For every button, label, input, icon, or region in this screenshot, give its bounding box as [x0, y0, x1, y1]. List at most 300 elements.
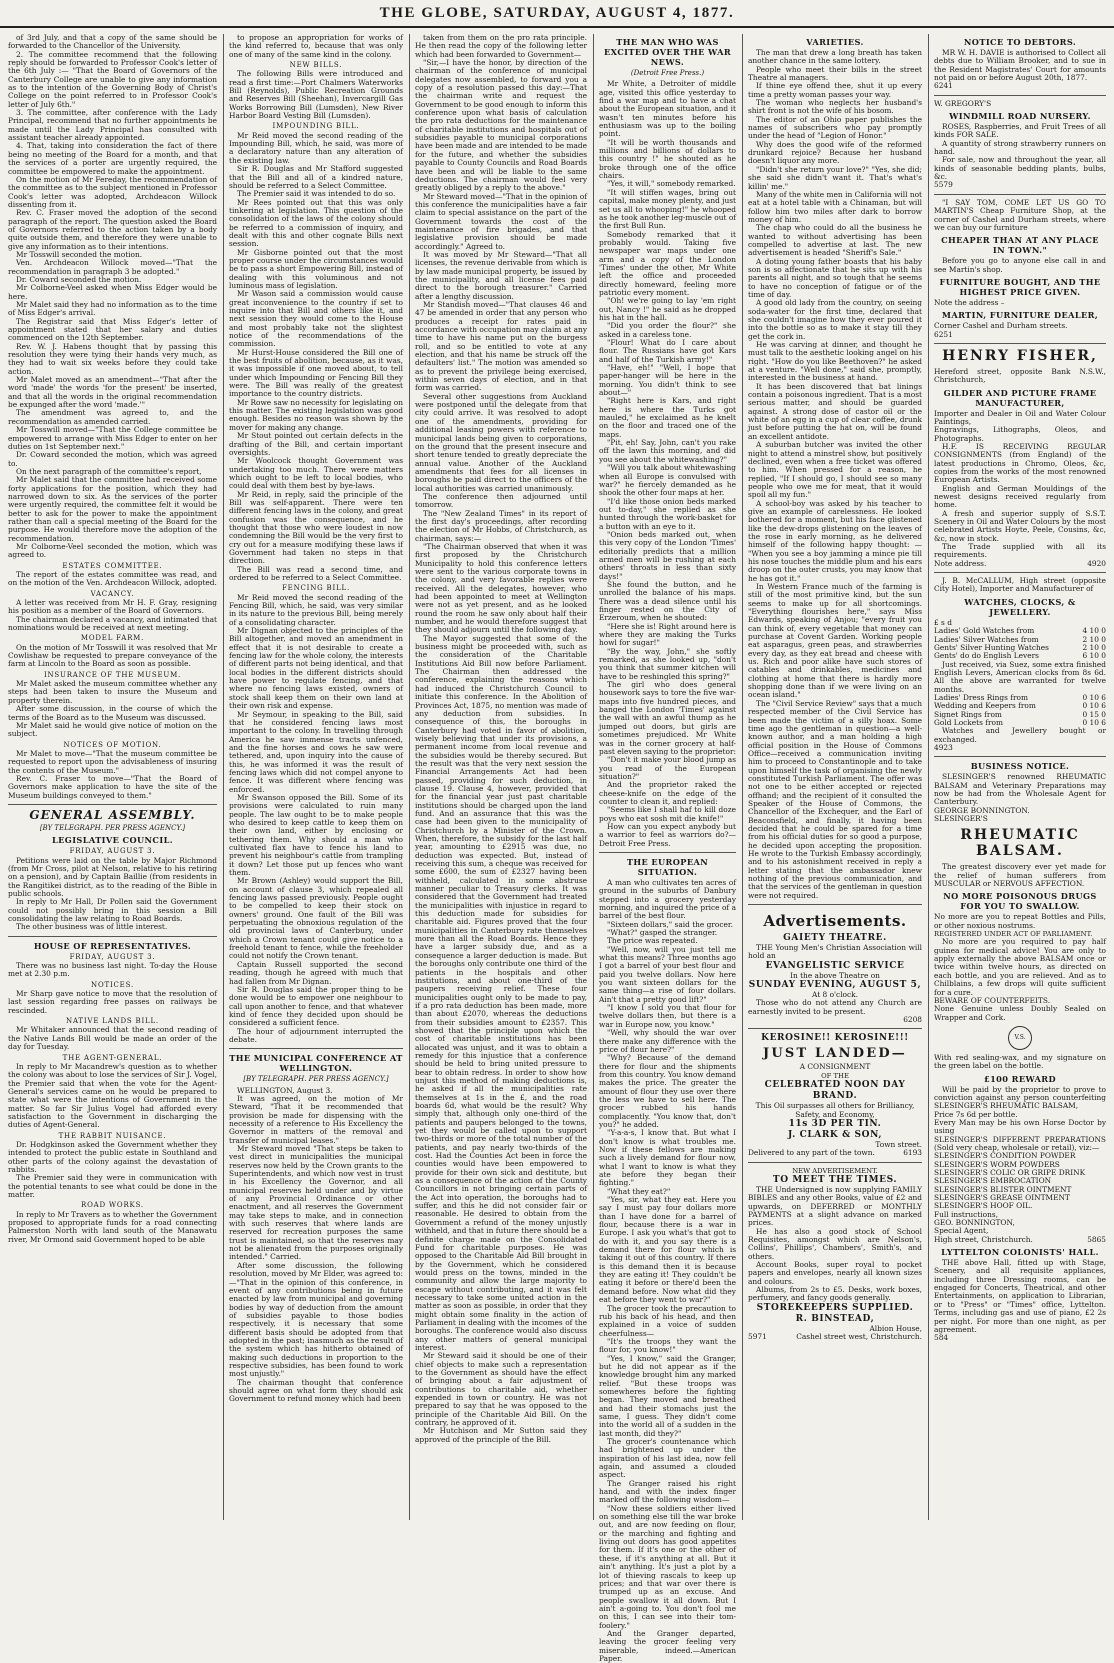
price-item: Signet Rings from	[934, 709, 1002, 719]
fencing-text	[229, 594, 403, 1045]
paragraph: People who meet their bills in the street Theatre al managers.	[748, 64, 922, 83]
storekeepers-line: STOREKEEPERS SUPPLIED.	[756, 1302, 914, 1313]
watches-heading: WATCHES, CLOCKS, & JEWELLERY.	[964, 596, 1076, 617]
paragraph: "Flour! What do I care about flour. The Russians have got Kars and half of the Turkish army!"	[599, 338, 736, 364]
gaiety-ad	[748, 933, 922, 1024]
legislative-council-heading: LEGISLATIVE COUNCIL.	[52, 835, 173, 846]
fisher-address: Hereford street, opposite Bank N.S.W., Christchurch,	[934, 366, 1106, 385]
meet-text: Account Books, super royal to pocket papers and envelopes, nearly all known sizes and colours.	[748, 1259, 922, 1286]
house-text: In reply to Mr Travers as to whether the Government proposed to appropriate funds for a road connecting Palmerston North with land south of the Manawatu river, Mr Ormond said Government hoped to be able	[8, 1209, 217, 1244]
delivery-line: Delivered to any part of the town.	[748, 1148, 875, 1158]
lyttelton-text: THE above Hall, fitted up with Stage, Scenery, and all requisite appliances, including three Dressing rooms, can be engaged for Concerts, Theatrical, and other Entertainments, on application to Librarian, or to "Press" or "Times" office, Lyttelton. Terms, including gas and use of piano, £2 2s per night. For more than one night, as per agreement.	[934, 1258, 1106, 1334]
gilder-line: GILDER AND PICTURE FRAME MANUFACTURER,	[943, 387, 1097, 408]
paragraph: The grocer's countenance which had brightened up under the inspiration of his last idea, now fell again, and assumed a clouded aspect.	[599, 1437, 736, 1480]
heading-model-farm: MODEL FARM.	[80, 634, 145, 643]
paragraph: And the Granger departed, leaving the grocer feeling very miserable, indeed.—American Paper.	[599, 1628, 736, 1663]
column-3	[415, 34, 587, 1520]
address-line: High street, Christchurch.	[934, 1234, 1033, 1244]
municipal-continued-text	[415, 34, 587, 1444]
paragraph: Mr Standish moved—"That clauses 46 and 47 be amended in order that any person who produces a receipt for rates paid in accordance with occupation may claim at any time to have his name put on the burgess roll, and so be entitled to vote at any election, and that his name be struck off the defaulters' list." The motion was amended so as to prevent the privilege being exercised, within seven days of election, and in that form was carried.	[415, 300, 587, 393]
house-text: Dr. Hodgkinson asked the Government whether they intended to protect the public estate in Southland and other parts of the colony against the devastation of rabbits.	[8, 1139, 217, 1174]
paragraph: taken from them on the pro rata principle. He then read the copy of the following letter which had been forwarded to Government—	[415, 33, 587, 59]
paragraph: "Did you order the flour?" she asked in a careless tone.	[599, 321, 736, 339]
paragraph: "It's the troops they want the flour for, you know!"	[599, 1336, 736, 1355]
house-text: Mr Sharp gave notice to move that the resolution of last session regarding free passes on railways be rescinded.	[8, 989, 217, 1015]
column-6	[934, 34, 1106, 1520]
price-item: Gold Lockets from	[934, 717, 1003, 727]
paragraph: On the motion of Mr Fereday, the recommendation of the committee as to the subject mentioned in Professor Cook's letter was adopted, Archdeacon Willock dissenting from it.	[8, 174, 217, 209]
mccallum-text: Watches and Jewellery bought or exchanged.	[934, 726, 1106, 744]
paragraph: SLESINGER'S HOOF OIL.	[934, 1201, 1033, 1211]
general-assembly-heading: GENERAL ASSEMBLY.	[8, 804, 217, 822]
european-situation-text	[599, 879, 736, 1663]
paragraph: "I know I sold you that flour for twelve dollars then, but there is a war in Europe now, you know."	[599, 1003, 736, 1029]
board-report-text	[8, 34, 217, 560]
furniture-line: FURNITURE BOUGHT, AND THE HIGHEST PRICE GIVEN.	[939, 276, 1101, 297]
paragraph: "It will stiffen wages, bring out capital, make money plenty, and just set us all to whooping!" he whooped as he took another leg-muscle out of the first Bull Run.	[599, 187, 736, 231]
column-1	[8, 34, 217, 1520]
divider	[934, 95, 1106, 96]
museum-text: Mr Malet asked the museum committee whether any steps had been taken to insure the Museum and property therein.	[8, 679, 217, 705]
paragraph: A man who cultivates ten acres of ground in the suburbs of Danbury stepped into a grocery yesterday morning, and inquired the price of a barrel of the best flour.	[599, 877, 736, 921]
telegraph-note: [BY TELEGRAPH. PER PRESS AGENCY.]	[243, 1075, 389, 1084]
paragraph: The "New Zealand Times" in its report of the first day's proceedings, after recording the election of Mr Hobbs, of Christchurch, as chairman, says:—	[415, 508, 587, 543]
of-the-line: OF THE	[821, 1071, 849, 1080]
house-text: In reply to Mr Macandrew's question as to whether the colony was about to lose the services of Sir J. Vogel, the Premier said that when the vote for the Agent-General's services came on he would be prepared to state what were the intentions of Government in the matter. So far Sir Julius Vogel had afforded every satisfaction to the Government in discharging the duties of Agent-General.	[8, 1061, 217, 1130]
heading-impounding: IMPOUNDING BILL.	[272, 122, 360, 131]
paragraph: Mr Colborne-Veel seconded the motion, which was agreed to.	[8, 541, 217, 560]
divider	[748, 1162, 922, 1163]
kerosine-title: KEROSINE!! KEROSINE!!!	[761, 1033, 909, 1044]
war-news-text	[599, 80, 736, 848]
horse-doctor-line: Every Man may be his own Horse Doctor by using	[934, 1117, 1106, 1136]
vacancy-text: The chairman declared a vacancy, and intimated that nominations would be received at next meeting.	[8, 614, 217, 633]
note-address: Note address.	[934, 558, 987, 568]
paragraph: "Didn't she return your love?" "Yes, she did; she said she didn't want it. That's what's killin' me."	[748, 164, 922, 191]
price-value: 6 10 0	[1082, 651, 1106, 661]
paragraph: It was moved by Mr Steward—"That all licenses, the revenue derivable from which is by law made municipal property, be issued by the municipality, and all license fees paid direct to the borough treasurer." Carried after a lengthy discussion.	[415, 249, 587, 301]
heading-museum: INSURANCE OF THE MUSEUM.	[43, 670, 182, 679]
ad-number: 5971	[748, 1332, 767, 1342]
ad-number: 584	[934, 1333, 949, 1343]
mccallum-text: Just received, via Suez, some extra finished English Levers, American clocks from 8s 6d. All the above are warranted for twelve months.	[934, 659, 1106, 694]
meet-text: THE Undersigned is now supplying FAMILY BIBLES and any other Books, value of £2 and upwards, on DEFERRED or MONTHLY PAYMENTS at a slight advance on marked prices.	[748, 1184, 922, 1228]
hf-text: A fresh and superior supply of S.S.T. Scenery in Oil and Water Colours by the most celebrated Artists Hoyte, Peele, Cousins, &c, &c, now in stock.	[934, 508, 1106, 543]
currency-header: £ s d	[934, 617, 952, 627]
seal-icon: V.S.	[1008, 1026, 1032, 1050]
paragraph: In Western France much of the farming is still of the most primitive kind, but the sun seems to make up for all shortcomings. "Everything flourishes here," says Miss Edwards, speaking of Anjou; "every fruit you can think of, every vegetable that money can purchase at Covent Garden. Working people eat asparagus, green peas, and strawberries every day, as they eat bread and cheese with us. Rich and poor alike have such stores of catables and drinkables, medicines and clothing at home that there is hardly more shopping done than if we were living on an ocean island."	[748, 582, 922, 700]
oil-text: This Oil surpasses all others for Brilliancy, Safety, and Economy,	[755, 1101, 915, 1119]
paragraph: "Will you talk about whitewashing when all Europe is convulsed with war?" he fiercely demanded as he shook the other four maps at her.	[599, 463, 736, 498]
paragraph: Many of the white men in California will not eat at a hotel table with a Chinaman, but will follow him two miles after dark to borrow money of him.	[748, 189, 922, 224]
paragraph: Mr Hutchison and Mr Sutton said they approved of the principle of the Bill.	[415, 1426, 587, 1444]
ad-number: 6193	[903, 1148, 922, 1158]
mccallum-text: J. B. McCALLUM, High street (opposite City Hotel), Importer and Manufacturer of	[934, 576, 1106, 594]
corner-line: Corner Cashel and Durham streets.	[934, 321, 1068, 331]
paragraph: SLESINGER'S CONDITION POWDER	[934, 1151, 1076, 1161]
martin-dealer: MARTIN, FURNITURE DEALER,	[941, 310, 1099, 321]
hf-text: The Trade supplied with all its requirements.	[934, 542, 1106, 560]
paragraph: "Y-a-a-s, I know that. But what I don't know is what troubles me. Now if these fellows are making such a lively demand for flour now, what I want to know is what they ate before they began their fighting."	[599, 1128, 736, 1188]
bonnington-line: GEORGE BONNINGTON.	[934, 805, 1030, 815]
paragraph: And the proprietor raked the cheese-knife on the edge of the counter to clean it, and replied:	[599, 780, 736, 806]
model-farm-text: On the motion of Mr Tosswill it was resolved that Mr Cowlishaw be requested to prepare conveyance of the farm at Lincoln to the Board as soon as possible.	[8, 642, 217, 669]
heading-notices: NOTICES.	[91, 980, 134, 989]
column-5	[748, 34, 922, 1520]
price-value: 2 10 0	[1082, 642, 1106, 652]
paragraph: Mr Steward said it should be one of their chief objects to make such a representation to the Government as should have the effect of bringing about a fair adjustment of contributions to charitable aid, whether expended in town or country. He was not prepared to say that he was opposed to the principle of the Charitable Aid Bill. On the contrary, he approved of it.	[415, 1351, 587, 1428]
geo-line: GEO. BONNINGTON,	[934, 1218, 1015, 1228]
paragraph: "Pit, eh! Say, John, can't you rake off the lawn this morning, and did you see about the whitewashing?"	[599, 438, 736, 464]
paragraph: The girl who does general housework says to tore the five war-maps into five hundred pieces, and banged the London 'Times' against the wall with an awful thump as he jumped out doors, but girls are sometimes prejudiced. Mr White was in the corner grocery at half-past eleven saying to the proprietor:	[599, 680, 736, 756]
sunday-line: SUNDAY EVENING, AUGUST 5,	[748, 980, 922, 991]
note-address: Note the address –	[934, 297, 1005, 307]
paragraph: Mr Malet said they had no information as to the time of Miss Edger's arrival.	[8, 300, 217, 318]
paragraph: "What they eat?"	[607, 1186, 671, 1196]
paragraph: Mr Seymour, in speaking to the Bill, said that he considered fencing laws most important to the colony. In travelling through America he saw immense tracts unfenced, and the fine horses and cows he saw were tethered, and, upon inquiry into the cause of this, he was informed it was the result of fencing laws which did not compel anyone to fence. It was different where fencing was enforced.	[229, 709, 403, 794]
heading-new-bills: NEW BILLS.	[289, 61, 343, 70]
hf-text: English and German Mouldings of the newest designs received regularly from home.	[934, 483, 1106, 510]
price-value: 0 10 6	[1082, 701, 1106, 711]
council-text: In reply to Mr Hall, Dr Pollen said the Government could not possibly bring in this session a Bill consolidating the law relating to Road Boards.	[8, 897, 217, 924]
museum-text: Mr Malet said he would give notice of motion on the subject.	[8, 720, 217, 739]
evangel-sub: In the above Theatre on	[790, 970, 880, 980]
engravings-line: Engravings, Lithographs, Oleos, and Photographs.	[934, 425, 1106, 443]
paragraph: Several other suggestions from Auckland were postponed until the delegate from that city could arrive. It was resolved to adopt one of the amendments, providing for additional leasing powers with reference to municipal lands being given to corporations, on the ground that the present insecure and short tenure tended to greatly depreciate the annual value. Another of the Auckland amendments that fees for all licenses in boroughs be paid direct to the officers of the local authorities was carried unanimously.	[415, 391, 587, 493]
paragraph: Mr Malet said that the committee had received some forty applications for the position, which they had narrowed down to six. As the services of the porter were urgently required, the committee felt it would be better to ask for the power to make the appointment rather than call a special meeting of the Board for the purpose. He would therefore move the adoption of the recommendation.	[8, 475, 217, 543]
beware-line: BEWARE OF COUNTERFEITS.	[934, 995, 1051, 1005]
price-value: 0 10 6	[1082, 717, 1106, 727]
paragraph: "Yes, sir, what they eat. Here you say I must pay four dollars more than I have done for a barrel of flour, because there is a war in Europe. I ask you what's that got to do with it, and you say there is a demand there for flour which is taking it out of this country. If there is this demand then it is because they are eating it! They couldn't be eating it before or there'd been the demand before. Now what did they eat before they went to war?"	[599, 1195, 736, 1305]
masthead	[0, 0, 1114, 28]
paragraph: The chap who could do all the business he wanted to without advertising has been compelled to advertise at last. The new advertisement is headed "Sheriff's Sale."	[748, 223, 922, 258]
heading-rabbit: THE RABBIT NUISANCE.	[58, 1131, 167, 1140]
paragraph: "Well, now, will you just tell me what this means? Three months ago I got a barrel of your best flour and paid you twelve dollars. Now here you want sixteen dollars for the same thing—a rise of four dollars. Ain't that a pretty good lift?"	[599, 944, 736, 1004]
binstead-line: R. BINSTEAD,	[795, 1313, 875, 1324]
price-item: Gents' do do English Levers	[934, 651, 1039, 661]
price-list	[934, 627, 1106, 660]
preparations-line: SLESINGER'S DIFFERENT PREPARATIONS (Sold very cheap, wholesale or retail), viz:—	[934, 1134, 1106, 1152]
war-news-heading: THE MAN WHO WAS EXCITED OVER THE WAR NEWS.	[603, 37, 732, 67]
no-more-line: NO MORE POISONOUS DRUGS FOR YOU TO SWALLOW.	[943, 891, 1097, 912]
lyttelton-heading: LYTTELTON COLONISTS' HALL.	[941, 1247, 1099, 1258]
paragraph: "It will be worth thousands and millions and billions of dollars to this country !" he shouted as he broke through one of the office chairs.	[599, 137, 736, 181]
rheum-text: The greatest discovery ever yet made for the relief of human sufferers from MUSCULAR or NERVOUS AFFECTION.	[934, 862, 1106, 889]
paragraph: "Don't it make your blood jump as you read of the European situation?"	[599, 755, 736, 781]
no-more-text: No more are you to repeat Bottles and Pills, or other noxious nostrums.	[934, 912, 1106, 930]
paragraph: Mr Steward moved—"That in the opinion of this conference the municipalities have a fair claim to special assistance on the part of the Government towards the cost of the maintenance of fire brigades, and that legislative provision should be made accordingly." Agreed to.	[415, 191, 587, 251]
divider	[934, 194, 1106, 195]
paragraph: Somebody remarked that it probably would. Taking five newspaper war maps under one arm and a copy of the London 'Times' under the other, Mr White left the office and proceeded directly homeward, feeling more patriotic every moment.	[599, 229, 736, 297]
nursery-text: A quantity of strong strawberry runners on hand.	[934, 138, 1106, 157]
paragraph: Why does the good wife of the reformed drunkard rejoice? Because her husband doesn't liquor any more.	[748, 139, 922, 166]
varieties-text	[748, 49, 922, 900]
albion-line: Albion House,	[869, 1323, 922, 1333]
price-value: 2 10 0	[1082, 634, 1106, 644]
paragraph: Captain Russell supported the second reading, though he agreed with much that had fallen from Mr Dignan.	[229, 959, 403, 986]
paragraph: WELLINGTON, August 3.	[237, 1085, 333, 1095]
house-text: Mr Whitaker announced that the second reading of the Native Lands Bill would be made an order of the day for Tuesday.	[8, 1025, 217, 1052]
paragraph: "Have, eh!" "Well, I hope that paper-hanger will be here in the morning. You didn't think to see about—"	[599, 363, 736, 398]
registered-text: No more are you required to pay half guinea for medical advice! You are only to apply externally the above BALSAM once or twice within twelve hours, as directed on each bottle, and you are relieved. And as to Chilblains, a few drops will quite sufficient for a cure.	[934, 937, 1106, 997]
price-item: Wedding and Keepers from	[934, 701, 1036, 711]
paragraph: SLESINGER'S WORM POWDERS	[934, 1159, 1060, 1169]
column-2	[229, 34, 403, 1520]
paragraph: A doting young father boasts that his baby son is so affectionate that he sits up with his parents all night, and so tough that he seems to have no conception of fatigue or of the time of day.	[748, 256, 922, 299]
divider	[8, 936, 217, 937]
paragraph: Mr Tosswill moved—"That the College committee be empowered to arrange with Miss Edger to enter on her duties on 1st September next."	[8, 425, 217, 451]
divider	[934, 343, 1106, 344]
paragraph: The editor of an Ohio paper publishes the names of subscribers who pay promptly under the head of "Legion of Honor."	[748, 114, 922, 141]
paragraph: SLESINGER'S COLIC OR GRIPE DRINK	[934, 1168, 1086, 1177]
new-ad-line: NEW ADVERTISEMENT.	[792, 1166, 878, 1175]
ad-number: 6251	[934, 329, 953, 339]
paragraph: The hour of adjournment interrupted the debate.	[229, 1026, 403, 1044]
column-rule	[928, 34, 929, 1520]
gregory-line: W. GREGORY'S	[934, 98, 992, 108]
paragraph: Mr White, a Detroiter of middle age, visited this office yesterday to find a war map and to have a chat about the European situation, and it wasn't ten minutes before his enthusiasm was up to the boiling point.	[599, 79, 736, 139]
divider	[748, 904, 922, 905]
varieties-heading: VARIETIES.	[806, 37, 864, 47]
ad-number: 5579	[934, 180, 953, 190]
paragraph: The price was repeated.	[607, 936, 698, 946]
paragraph: "What?" gasped the stranger.	[607, 928, 718, 938]
house-text: The Premier said they were in communication with the potential tenants to see what could be done in the matter.	[8, 1173, 217, 1199]
meet-text: He has also a good stock of School Requisites, amongst which are Nelson's, Collins', Phillips', Chambers', Smith's, and others.	[748, 1226, 922, 1261]
paragraph: How can you expect anybody but a warrior to feel as warriors do?—Detroit Free Press.	[599, 821, 736, 848]
column-rule	[223, 34, 224, 1520]
cheaper-line: CHEAPER THAN AT ANY PLACE IN TOWN."	[941, 235, 1099, 256]
paragraph: 4. That, taking into consideration the fact of there being no meeting of the Board for a month, and that the services of a porter are urgently required, the committee be empowered to make the appointment.	[8, 141, 217, 176]
martin-text: Before you go to anyone else call in and see Martin's shop.	[934, 256, 1106, 274]
evangel-title: EVANGELISTIC SERVICE	[765, 960, 905, 971]
divider	[934, 756, 1106, 757]
paragraph: Mr Woolcock thought Government was undertaking too much. There were matters which ought to be left to local bodies, who could deal with them best by bye-laws.	[229, 456, 403, 491]
paragraph: SLESINGER'S GREASE OINTMENT	[934, 1193, 1070, 1203]
importer-line: Importer and Dealer in Oil and Water Colour Paintings,	[934, 408, 1106, 426]
heading-estates: ESTATES COMMITTEE.	[62, 561, 163, 570]
price-line: Price 7s 6d per bottle.	[934, 1109, 1018, 1119]
date-line: FRIDAY, AUGUST 3.	[69, 952, 156, 961]
paragraph: SLESINGER'S EMBROCATION	[934, 1176, 1052, 1186]
price-value: 4 10 0	[1082, 626, 1106, 636]
date-line: FRIDAY, AUGUST 3.	[69, 847, 156, 856]
ad-number: 4923	[934, 742, 953, 752]
column-rule	[742, 34, 743, 1520]
paragraph: Mr Colborne-Veel asked when Miss Edger would be here.	[8, 283, 217, 301]
divider	[748, 1028, 922, 1029]
paragraph: Ven. Archdeacon Willock moved—"That the recommendation in paragraph 3 be adopted."	[8, 258, 217, 276]
paragraph: If thine eye offend thee, shut it up every time a pretty woman passes your way.	[748, 81, 922, 99]
paragraph: Mr Swanson opposed the Bill. Some of its provisions were calculated to ruin many people. The law ought to be to make people who desired to keep cattle to keep them on their own land, either by enclosing or tethering them. Why should a man who cultivated flax have to fence his land to prevent his neighbour's cattle from trampling it down? Let those put up fences who want them.	[229, 792, 403, 878]
special-agent: Special Agent,	[934, 1226, 989, 1236]
rheumatic-title: RHEUMATIC BALSAM.	[960, 827, 1080, 860]
ad-number: 6208	[903, 1015, 922, 1025]
paragraph: 2. The committee recommend that the following reply should be forwarded to Professor Cook's letter of the 6th July :— "That the Board of Governors of the Canterbury College are unable to give any information as to the intention of the Governing Body of Christ's College on the point referred to in Professor Cook's letter of July 6th."	[8, 49, 217, 109]
paragraph: SLESINGER'S BLISTER OINTMENT	[934, 1184, 1072, 1194]
heading-fencing: FENCING BILL.	[282, 584, 350, 593]
paragraph: "I'd like those onion beds marked out to-day," she replied as she hunted through the work-basket for a button with an eye to it.	[599, 496, 736, 531]
heading-agent-general: THE AGENT-GENERAL.	[62, 1053, 163, 1062]
nursery-heading: WINDMILL ROAD NURSERY.	[949, 111, 1091, 122]
hf-text: H.F. IS RECEIVING REGULAR CONSIGNMENTS (from England) of the latest productions in Chromo, Oleos, &c, copies from the works of the most renowned European Artists.	[934, 441, 1106, 485]
paragraph: On the next paragraph of the committee's report,	[16, 466, 202, 476]
price-value: 0 10 6	[1082, 692, 1106, 702]
red-wax-line: With red sealing-wax, and my signature on the green label on the bottle.	[934, 1052, 1106, 1071]
advertisements-heading: Advertisements.	[763, 912, 907, 931]
town-line: Town street.	[875, 1139, 922, 1149]
paragraph: A suburban butcher was invited the other night to attend a minstrel show, but positively declined, even when a free ticket was offered to him. When pressed for a reason, he replied, "If I should go, I should see so many people who owe me for meat, that it would spoil all my fun."	[748, 440, 922, 500]
brand-line: CELEBRATED NOON DAY BRAND.	[764, 1080, 906, 1102]
house-text: to propose an appropriation for works of the kind referred to, because that was only one of many of the same kind in the colony.	[229, 33, 403, 59]
heading-notices: NOTICES OF MOTION.	[63, 740, 162, 749]
municipal-conference-heading: THE MUNICIPAL CONFERENCE AT WELLINGTON.	[229, 1053, 403, 1074]
heading-road-works: ROAD WORKS.	[81, 1201, 144, 1210]
paragraph: Mr Reid, in reply, said the principle of the Bill was self-apparent. There were ten different fencing laws in the colony, and great confusion was the consequence, and he thought that those who were loudest in now condemning the Bill would be the very first to cry out for a measure modifying these laws if Government had taken no steps in that direction.	[229, 489, 403, 566]
estates-text: The report of the estates committee was read, and on the motion of the Ven. Archdeacon Willock, adopted.	[8, 570, 217, 588]
divider	[934, 572, 1106, 573]
paragraph: Mr Tosswill seconded the motion.	[16, 249, 143, 259]
price-line: 11s 3D PER TIN.	[788, 1118, 882, 1129]
paragraph: "Seems like I shall haf to kill doze poys who eat sosh mit die knife!"	[599, 805, 736, 823]
clark-line: J. CLARK & SON,	[787, 1129, 883, 1140]
paragraph: A good old lady from the country, on seeing soda-water for the first time, declared that she couldn't imagine how they ever poured it into the bottle so as to make it stay till they get the cork in.	[748, 298, 922, 341]
paragraph: The woman who neglects her husband's shirt front is not the wife of his bosom.	[748, 98, 922, 116]
notice-text: Rev. C. Fraser to move—"That the Board of Governors make application to have the site of the Museum buildings conveyed to them."	[8, 773, 217, 800]
paragraph: "Onion beds marked out, when this very copy of the London 'Times' editorially predicts that a million armed men will be rushing at each others' throats in less than sixty days!"	[599, 529, 736, 581]
paragraph: The grocer took the precaution to rub his back of his head, and then explained in a voice of sudden cheerfulness—	[599, 1303, 736, 1338]
kerosine-ad	[748, 1033, 922, 1157]
meet-title: TO MEET THE TIMES.	[772, 1174, 898, 1185]
impounding-text	[229, 132, 403, 583]
paragraph: The Granger raised his right hand, and with the index finger marked off the following wisdom—	[599, 1478, 736, 1505]
council-text: Petitions were laid on the table by Major Richmond (from Mr Cross, pilot at Nelson, relative to his retiring on a pension), and by Captain Baillie (from residents in the Rangitikei district, as to the reading of the Bible in public schools.	[8, 855, 217, 898]
registered-line: REGISTERED UNDER ACT OF PARLIAMENT.	[934, 930, 1093, 939]
paragraph: A school-boy was asked by his teacher to give an example of carelessness. He looked bothered for a moment, but his face glistened like the dew-drops glistening on the leaves of the rose in early morning, as he delivered himself of the following happy thought: — "When you see a boy jamming a mince pie till his nose touches the middle plum and his ears droop on the outer crusts, you may know that he has got it."	[748, 498, 922, 583]
paragraph: "Yes, I know," said the Granger, but he did not appear as if the knowledge brought him any marked relief. "But these troops was somewheres before the fighting began. They moved and breathed and had their stomachs just the same, I guess. They didn't come into the world all of a sudden in the last month, did they?"	[599, 1353, 736, 1438]
paragraph: Mr Gisborne pointed out that the most proper course under the circumstances would be to pass a short Empowering Bill, instead of dealing with this voluminous and not luminous mass of legislation.	[229, 247, 403, 290]
paragraph: Sir R. Douglas and Mr Stafford suggested that the Bill and all of a kindred nature, should be referred to a Select Committee.	[229, 164, 403, 190]
paragraph: Dr. Coward seconded the motion, which was agreed to.	[8, 450, 217, 468]
time-line: At 8 o'clock.	[812, 990, 858, 1000]
source-line: (Detroit Free Press.)	[630, 69, 705, 77]
price-list	[934, 694, 1106, 727]
paragraph: of 3rd July, and that a copy of the same should be forwarded to the Chancellor of the University.	[8, 33, 217, 51]
gaiety-text: THE Young Men's Christian Association will hold an	[748, 943, 922, 961]
paragraph: Mr Rees pointed out that this was only tinkering at legislation. This question of the consolidation of the laws of the colony should be referred to a commission of inquiry, and dealt with this and other cognate Bills next session.	[229, 197, 403, 249]
paragraph: "Sir,—I have the honor, by direction of the chairman of the conference of municipal delegates now assembled, to forward you a copy of a resolution passed this day:—That the chairman write and request the Government to be good enough to inform this conference upon what basis of calculation the pro rata deductions for the maintenance of charitable institutions and hospitals out of subsidies payable to municipal corporations have been made and are intended to be made for the future, and whether the subsidies payable to County Councils and Road Boards have been and will be liable to the same deductions. The chairman would feel very greatly obliged by a reply to the above."	[415, 58, 587, 193]
paragraph: The Premier said it was intended to do so.	[237, 189, 396, 199]
debtors-text: MR W. H. DAVIE is authorised to Collect all debts due to William Brooker, and to sue in the Resident Magistrates' Court for amounts not paid on or before August 20th, 1877.	[934, 48, 1106, 83]
divider	[229, 1048, 403, 1049]
slesinger-text: SLESINGER'S renowned RHEUMATIC BALSAM and Veterinary Preparations may now be had from the Wholesale Agent for Canterbury.	[934, 772, 1106, 807]
reward-text: Will be paid by the proprietor to prove to conviction against any person counterfeiting SLESINGER'S RHEUMATIC BALSAM,	[934, 1084, 1106, 1111]
column-4	[599, 34, 736, 1663]
slesinger-line: SLESINGER'S	[934, 814, 988, 824]
price-item: Ladies' Silver Watches from	[934, 634, 1039, 644]
telegraph-note: [BY TELEGRAPH. PER PRESS AGENCY.]	[39, 823, 186, 832]
column-rule	[409, 34, 410, 1520]
masthead-title: THE GLOBE, SATURDAY, AUGUST 4, 1877.	[379, 5, 735, 21]
council-text: The other business was of little interest.	[16, 922, 168, 932]
paragraph: "By the way, John," she softly remarked, as she looked up, "don't you think that summer kitchen will have to be reshingled this spring?"	[599, 646, 736, 681]
paragraph: Sir R. Douglas said the proper thing to be done would be to empower one neighbour to call upon another to fence, and that whatever kind of fence they decided upon should be considered a sufficient fence.	[229, 984, 403, 1028]
paragraph: "Now these soldiers either lived on something else till the war broke out, and are now feeding on flour, or the marching and fighting and living out doors has good appetites for them. If it's one or the other of these, if it's anything at all. But it ain't anything. It's just a plot by a lot of thieving rascals to keep up prices; and that war over there is trumped up as an excuse. And people swallow it all down. But I ain't a-going to. You don't fool me on this, I can see into their tom-foolery."	[599, 1503, 736, 1630]
meet-the-times-ad	[748, 1167, 922, 1342]
consignment-line: A CONSIGNMENT	[799, 1062, 871, 1072]
museum-text: After some discussion, in the course of which the terms of the Board as to the Museum was discussed.	[8, 704, 217, 722]
reward-line: £100 REWARD	[983, 1073, 1056, 1084]
martin-text: "I SAY TOM, COME LET US GO TO MARTIN'S Cheap Furniture Shop, at the corner of Cashel and Durham streets, where we can buy our furniture	[934, 197, 1106, 232]
paragraph: The amendment was agreed to, and the recommendation as amended carried.	[8, 408, 217, 426]
column-rule	[593, 34, 594, 1520]
nursery-text: ROSES, Raspberries, and Fruit Trees of all kinds FOR SALE.	[934, 122, 1106, 140]
paragraph: Rev. W. J. Habens thought that by passing this resolution they were tying their hands very much, as they had to wait six weeks before they could take action.	[8, 341, 217, 376]
paragraph: Mr Reid moved the second reading of the Impounding Bill, which, he said, was more of a declaratory nature than any alteration of the existing law.	[229, 130, 403, 165]
paragraph: The "Civil Service Review" says that a much respected member of the Civil Service has been made the victim of a silly hoax. Some time ago the gentleman in question—a well-known author, and a man holding a high official position in the House of Commons Office—received a communication inviting him to proceed to Constantinople and to take upon himself the task of organising the newly constituted Turkish Parliament. The offer was not one to be either accepted or rejected offhand; and the recipient of it consulted the Speaker of the House of Commons, the Chancellor of the Exchequer, and the Earl of Beaconsfield, and finally, it having been decided that he could be spared for a time from his official duties for so good a purpose, he decided upon accepting the proposition. He wrote to the Turkish Embassy accordingly, and to his astonishment received in reply a letter stating that the ambassador knew nothing of the previous communication, and that the services of the gentleman in question were not required.	[748, 698, 922, 900]
ad-number: 5865	[1087, 1234, 1106, 1244]
house-text: There was no business last night. To-day the House met at 2.30 p.m.	[8, 961, 217, 979]
paragraph: "Yes, it will," somebody remarked.	[607, 179, 736, 189]
instructions-line: Full instructions,	[934, 1209, 998, 1219]
ad-number: 4920	[1087, 558, 1106, 568]
paragraph: "Here she is! Right around here is where they are making the Turks howl for sugar!"	[599, 621, 736, 648]
just-landed: JUST LANDED—	[762, 1046, 908, 1062]
paragraph: "The Chairman observed that when it was first proposed by the Christchurch Municipality to hold this conference letters were sent to the various corporate towns in the colony, and very favorable replies were received. All the delegates, however, who had been appointed to meet at Wellington were not as yet present, and as he looked round the room he saw only about half their number, and he would therefore suggest that they should adjourn until the following day.	[415, 541, 587, 635]
paragraph: "Why? Because of the demand there for flour and the shipments from this country. You know demand makes the price. The greater the amount of flour they use over there the less we have to sell here. The grocer rubbed his hands complacently. "You know that, don't you?" he added.	[599, 1053, 736, 1129]
business-heading: BUSINESS NOTICE.	[970, 761, 1070, 772]
paragraph: After some discussion, the following resolution, moved by Mr Elder, was agreed to:—"That in the opinion of this conference, in event of any contributions being in future enacted by law from municipal and governing bodies by way of deduction from the amount of subsidies payable to those bodies respectively, it is necessary that some different basis should be adopted from that adopted in the past; inasmuch as the result of the system which has hitherto obtained of making such deductions in proportion to the respective subsidies, has been found to work most unjustly."	[229, 1260, 403, 1379]
heading-native-lands: NATIVE LANDS BILL.	[66, 1017, 159, 1026]
paragraph: "Sixteen dollars," said the grocer.	[607, 919, 733, 929]
notice-text: Mr Malet to move—"That the museum committee be requested to report upon the advisableness of insuring the contents of the Museum."	[8, 748, 217, 775]
paragraph: Mr Brown (Ashley) would support the Bill, on account of clause 3, which repealed all fencing laws passed previously. People ought to be compelled to keep their stock on owners' ground. One fault of the Bill was perpetuating the obnoxious regulation of the old provincial laws of Canterbury, under which a Crown tenant could give notice to a freehold tenant to fence, while the freeholder could not notify the Crown tenant.	[229, 876, 403, 961]
paragraph: Rev. C. Fraser moved the adoption of the second paragraph of the report. The question asked the Board of Governors referred to the action taken by a body quite outside them, and therefore they were unable to give any information as to their intentions.	[8, 208, 217, 251]
paragraph: Mr Steward moved "That steps be taken to vest direct in municipalities the municipal reserves now held by the Crown grants to the Superintendents, and which now vest in trust in his Excellency the Governor, and all municipal reserves held under and by virtue of any Provincial Ordinance or other enactment, and all reserves the Government may take steps to make, and in connection with such reserves that where lands are reserved for recreation purposes the same trust is maintained, so that the reserves may not be alienated from the purposes originally intended." Carried.	[229, 1144, 403, 1262]
debtors-heading: NOTICE TO DEBTORS.	[963, 37, 1077, 47]
paragraph: Mr Hurst-House considered the Bill one of the best fruits of abolition, because, as it was, it was impossible if one moved about, to tell under which Impounding or Fencing Bill they were. The Bill was really of the greatest importance to the country districts.	[229, 347, 403, 399]
house-heading: HOUSE OF REPRESENTATIVES.	[33, 940, 192, 951]
european-situation-heading: THE EUROPEAN SITUATION.	[626, 856, 709, 877]
paragraph: "Right here is Kars, and right here is where the Turks got mauled," he exclaimed as he knelt on the floor and traced one of the maps.	[599, 396, 736, 439]
nursery-text: For sale, now and throughout the year, all kinds of seasonable bedding plants, bulbs, &c.	[934, 155, 1106, 182]
paragraph: The Mayor suggested that some of the business might be proceeded with, such as the consideration of the Charitable Institutions Aid Bill now before Parliament. The Chairman then addressed the conference, explaining the reasons which had induced the Christchurch Council to initiate this conference. In the Abolition of Provinces Act, 1875, no mention was made of any deduction from subsidies. In consequence of this, the boroughs in Canterbury had voted in favor of abolition, wisely believing that under its provisions, a permanent income from local revenue and the subsidies would be thereby secured. But the result was that the very next session the Financial Arrangements Act had been passed, providing for such deduction, in clause 19. Clause 4, however, provided that for the financial year just past charitable institutions should be charged upon the land fund. And an assurance that this was the case had been given to the municipality of Christchurch by a Minister of the Crown. When, therefore, the subsidy for the last half year, amounting to £2915 was due, no deduction was expected. But, instead of receiving this sum, a cheque was received for some £600, the sum of £2327 having been withheld, calculated in some abstruse manner peculiar to Treasury clerks. It was considered that the Government had treated the municipalities with injustice in regard to this deduction made for subsidies for charitable aid. Figures proved that the four municipalities in Canterbury rate themselves more than all the Road Boards. Hence they have a larger subsidy due, and as a consequence a larger deduction is made. But the boroughs only contribute one third of the patients in the hospitals and other institutions, and about one-third of the paupers receiving relief. These four municipalities ought only to be made to pay, if a pro rata deduction has been made, more than about £2070, whereas the deductions from their subsidies amount to £2357. This showed that the principle upon which the cost of charitable institutions has been allocated was unjust, and it was to obtain a remedy for this injustice that a conference should be held to bring united pressure to bear to obtain redress. In order to show how unjust this method of making deductions is, he asked if all the municipalities rate themselves at 1s in the £, and the road boards 6d, what would be the result? Why simply that, although only one-third of the patients and paupers belonged to the towns, yet they would be called upon to support two-thirds or more of the total number of the patients, and pay nearly two-thirds of the cost. Had the Counties Act been in force the counties would have been empowered to provide for their own sick and destitute, but as a consequence of the action of the County Councillors in not bringing certain parts of the Act into operation, the boroughs had to suffer, and this he did not consider fair or reasonable. He desired to obtain from the Government a refund of the money unjustly withheld, and that in future there should be a definite charge made on the Consolidated Fund for charitable purposes. He was opposed to the Charitable Aid Bill brought in by the Government, which he considered would press on the towns, minded in the community and allow the large majority to escape without contributing, and it was felt necessary to take some united action in the matter as soon as possible, in order that they might obtain some finality in the action of Parliament in dealing with the incomes of the boroughs. The conference would also discuss any other matters of general municipal interest.	[415, 633, 587, 1352]
genuine-line: None Genuine unless Doubly Sealed on Wrapper and Cork.	[934, 1004, 1106, 1022]
municipal-text	[229, 1087, 403, 1404]
paragraph: Mr Wason said a commission would cause great inconvenience to the country if set to inquire into that Bill and others like it, and next session they would come to the House and most probably take not the slightest notice of the recommendations of the commission.	[229, 289, 403, 349]
ad-number: 6241	[934, 81, 953, 91]
new-bills-text: The following Bills were introduced and read a first time:—Port Chalmers Waterworks Bill (Reynolds), Public Recreation Grounds and Reserves Bill (Sheehan), Invercargill Gas Works Borrowing Bill (Lumsden), New River Harbor Board Vesting Bill (Lumsden).	[229, 69, 403, 121]
paragraph: He was carving at dinner, and thought he must talk to the aesthetic looking angel on his right. "How do you like Beethoven?" he asked at a venture. "Well done," said she, promptly, interested in the business at hand.	[748, 340, 922, 383]
paragraph: It was agreed, on the motion of Mr Steward, "That it be recommended that provision be made for dispensing with the necessity of a reference to His Excellency the Governor in matters of the removal and transfer of municipal leases."	[229, 1093, 403, 1145]
price-item: Ladies' Dress Rings from	[934, 692, 1029, 702]
paragraph: Mr Malet moved as an amendment—"That after the word 'made' the words 'for the present' be inserted, and that all the words in the original recommendation be expunged after the word 'made.'"	[8, 375, 217, 410]
paragraph: The Registrar said that Miss Edger's letter of appointment stated that her salary and duties commenced on the 12th September.	[8, 316, 217, 343]
divider	[599, 852, 736, 853]
paragraph: The conference then adjourned until tomorrow.	[415, 491, 587, 510]
gaiety-title: GAIETY THEATRE.	[783, 933, 887, 944]
paragraph: Mr Stout pointed out certain defects in the drafting of the Bill, and certain important oversights.	[229, 431, 403, 457]
paragraph: 3. The committee, after conference with the Lady Principal, recommend that no further appointments be made until the Lady Principal has consulted with assistant teacher already appointed.	[8, 108, 217, 143]
gaiety-note: Those who do not attend any Church are earnestly invited to be present.	[748, 998, 922, 1016]
heading-vacancy: VACANCY.	[90, 589, 135, 598]
price-value: 0 15 0	[1082, 709, 1106, 719]
paragraph: Mr Dignan objected to the principles of the Bill altogether, and moved an amendment in effect that it is not desirable to create a fencing law for the whole colony, the interests of different parts not being identical, and that local bodies in the different districts should have power to regulate fencing, and that where no fencing laws existed, owners of stock shall keep them on their own land at their own risk and expense.	[229, 626, 403, 711]
paragraph: "Oh! we're going to lay 'em right out, Nancy !" he said as he dropped his hat in the hall.	[599, 296, 736, 322]
paragraph: It has been discovered that bat linings contain a poisonous ingredient. That is a most serious matter, and should be guarded against. A strong dose of castor oil or the white of an egg in a cup of clear coffee, drunk just before putting the hat on, will be found an excellent antidote.	[748, 381, 922, 441]
price-item: Ladies' Gold Watches from	[934, 626, 1035, 636]
preparations-list	[934, 1152, 1106, 1210]
